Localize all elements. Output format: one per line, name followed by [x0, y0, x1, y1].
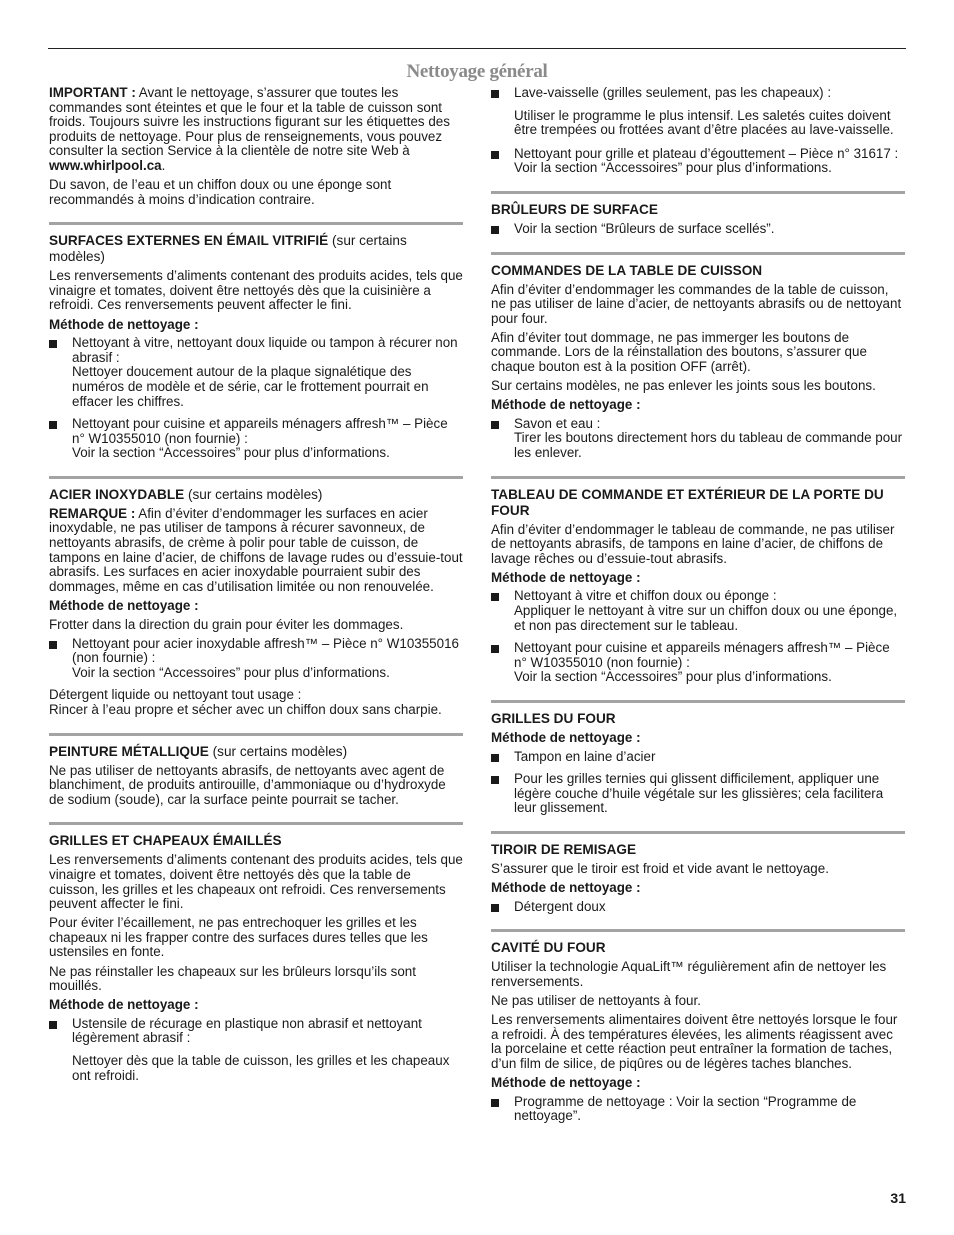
section-title: PEINTURE MÉTALLIQUE (sur certains modèles): [49, 743, 348, 759]
section-enamel-surfaces: [49, 222, 463, 461]
paragraph: Ne pas utiliser de nettoyants à four.: [491, 992, 701, 1008]
paragraph: Afin d’éviter tout dommage, ne pas immerger les boutons de commande. Lors de la réinstallation des boutons, s’assurer que chaque bouton est à la position OFF (arrêt).: [491, 329, 867, 375]
list-item: Ustensile de récurage en plastique non abrasif et nettoyant légèrement abrasif :: [49, 1017, 463, 1046]
important-note: [49, 86, 463, 174]
top-rule: [48, 48, 906, 49]
method-label: Méthode de nettoyage :: [491, 880, 641, 896]
list-item: Voir la section “Brûleurs de surface scellés”.: [491, 222, 905, 237]
paragraph: Les renversements alimentaires doivent être nettoyés lorsque le four a refroidi. À des températures élevées, les aliments réagissent avec la porcelaine et cette réaction peut entraîner la formation de taches, d’un film de silice, de piqûres ou de légères taches blanches.: [491, 1012, 898, 1071]
section-surface-burners: [491, 191, 905, 237]
list-item: Nettoyant à vitre et chiffon doux ou éponge : Appliquer le nettoyant à vitre sur un chiffon doux ou une éponge, et non pas directement sur le tableau.: [491, 589, 905, 633]
important-text: Avant le nettoyage, s’assurer que toutes les commandes sont éteintes et que le four et la table de cuisson sont froids. Toujours suivre les instructions figurant sur les étiquettes des produits de nettoyage. Pour plus de renseignements, vous pouvez consulter la section Service à la clientèle de notre site Web à: [49, 85, 450, 159]
section-storage-drawer: [491, 831, 905, 914]
paragraph: Les renversements d’aliments contenant des produits acides, tels que vinaigre et tomates, doivent être nettoyés dès que la cuisinière a refroidi. Ces renversements peuvent affecter le fini.: [49, 268, 463, 313]
list-item: Nettoyant pour cuisine et appareils ménagers affresh™ – Pièce n° W10355010 (non fournie) : Voir la section “Accessoires” pour plus d’informations.: [491, 641, 905, 685]
paragraph: Frotter dans la direction du grain pour éviter les dommages.: [49, 616, 404, 632]
method-label: Méthode de nettoyage :: [491, 730, 641, 746]
section-title: ACIER INOXYDABLE (sur certains modèles): [49, 486, 323, 502]
list-item: Nettoyant pour cuisine et appareils ménagers affresh™ – Pièce n° W10355010 (non fournie) : Voir la section “Accessoires” pour plus d’informations.: [49, 417, 463, 461]
paragraph: Ne pas utiliser de nettoyants abrasifs, de nettoyants avec agent de blanchiment, de produits antirouille, d’ammoniaque ou d’hydroxyde de sodium (soude), car la surface peinte pourrait se tacher.: [49, 762, 446, 807]
section-title: CAVITÉ DU FOUR: [491, 940, 606, 956]
remark: REMARQUE : Afin d’éviter d’endommager les surfaces en acier inoxydable, ne pas utiliser de tampons à récurer savonneux, de nettoyants abrasifs, de crème à polir pour table de cuisson, de tampons en laine d’acier, de chiffons de lavage rudes ou d’essuie-tout abrasifs. Les surfaces en acier inoxydable pourraient subir des dommages, même en cas d’utilisation limitée ou non renouvelée.: [49, 505, 463, 594]
section-title: TIROIR DE REMISAGE: [491, 842, 637, 857]
section-title: COMMANDES DE LA TABLE DE CUISSON: [491, 262, 763, 278]
section-cooktop-controls: [491, 252, 905, 461]
important-period: .: [161, 157, 166, 173]
paragraph: Les renversements d’aliments contenant des produits acides, tels que vinaigre et tomates, doivent être nettoyés dès que la table de cuisson, les grilles et les chapeaux ont refroidi. Ces renversements peuvent affecter le fini.: [49, 852, 463, 912]
method-label: Méthode de nettoyage :: [491, 397, 641, 413]
list-item: Pour les grilles ternies qui glissent difficilement, appliquer une légère couche d’huile végétale sur les glissières; cela facilitera leur glissement.: [491, 772, 905, 816]
section-title: SURFACES EXTERNES EN ÉMAIL VITRIFIÉ (sur certains modèles): [49, 233, 407, 265]
paragraph: Afin d’éviter d’endommager le tableau de commande, ne pas utiliser de nettoyants abrasifs, de tampons en laine d’acier, de chiffons de lavage rêches ou d’essuie-tout abrasifs.: [491, 521, 895, 566]
section-metallic-paint: [49, 733, 463, 808]
method-label: Méthode de nettoyage :: [491, 1074, 641, 1090]
paragraph: Pour éviter l’écaillement, ne pas entrechoquer les grilles et les chapeaux ni les frapper contre des surfaces dures telles que les ustensiles en fonte.: [49, 915, 428, 960]
soap-note: Du savon, de l’eau et un chiffon doux ou une éponge sont recommandés à moins d’indication contraire.: [49, 177, 392, 207]
paragraph: Utiliser la technologie AquaLift™ régulièrement afin de nettoyer les renversements.: [491, 959, 887, 989]
section-title: TABLEAU DE COMMANDE ET EXTÉRIEUR DE LA PORTE DU FOUR: [491, 486, 884, 518]
paragraph: Afin d’éviter d’endommager les commandes de la table de cuisson, ne pas utiliser de laine d’acier, de nettoyants abrasifs ou de nettoyant pour four.: [491, 281, 902, 326]
section-oven-racks: [491, 700, 905, 816]
important-label: IMPORTANT :: [49, 85, 136, 100]
paragraph: Ne pas réinstaller les chapeaux sur les brûleurs lorsqu’ils sont mouillés.: [49, 963, 416, 994]
page-number: 31: [890, 1190, 906, 1206]
right-column: [491, 86, 905, 1132]
section-enamel-grates: [49, 822, 463, 1083]
section-stainless-steel: [49, 476, 463, 718]
list-item: Programme de nettoyage : Voir la section “Programme de nettoyage”.: [491, 1095, 905, 1124]
paragraph: Détergent liquide ou nettoyant tout usage : Rincer à l’eau propre et sécher avec un chiffon doux sans charpie.: [49, 687, 442, 717]
method-label: Méthode de nettoyage :: [49, 997, 199, 1013]
method-label: Méthode de nettoyage :: [491, 569, 641, 585]
list-item: Nettoyant pour acier inoxydable affresh™ – Pièce n° W10355016 (non fournie) : Voir la section “Accessoires” pour plus d’informations.: [49, 637, 463, 681]
list-item: Nettoyant pour grille et plateau d’égouttement – Pièce n° 31617 : Voir la section “Accessoires” pour plus d’informations.: [491, 147, 905, 176]
list-item: Lave-vaisselle (grilles seulement, pas les chapeaux) :: [491, 86, 905, 101]
page-title: Nettoyage général: [406, 61, 548, 82]
list-item: Savon et eau : Tirer les boutons directement hors du tableau de commande pour les enlever.: [491, 417, 905, 461]
paragraph: S’assurer que le tiroir est froid et vide avant le nettoyage.: [491, 861, 829, 876]
website-link[interactable]: www.whirlpool.ca: [49, 157, 162, 173]
section-control-panel: [491, 476, 905, 685]
left-column: [49, 86, 463, 1088]
paragraph: Utiliser le programme le plus intensif. Les saletés cuites doivent être trempées ou frottées avant d’être placées au lave-vaisselle.: [514, 107, 894, 138]
paragraph: Sur certains modèles, ne pas enlever les joints sous les boutons.: [491, 378, 876, 394]
paragraph: Nettoyer dès que la table de cuisson, les grilles et les chapeaux ont refroidi.: [72, 1053, 450, 1083]
section-title: GRILLES ET CHAPEAUX ÉMAILLÉS: [49, 833, 282, 849]
list-item: Nettoyant à vitre, nettoyant doux liquide ou tampon à récurer non abrasif : Nettoyer doucement autour de la plaque signalétique des numéros de modèle et de série, car le frottement pourrait en effacer les chiffres.: [49, 336, 463, 409]
section-title: BRÛLEURS DE SURFACE: [491, 201, 658, 217]
list-item: Détergent doux: [491, 900, 905, 915]
section-title: GRILLES DU FOUR: [491, 711, 616, 727]
method-label: Méthode de nettoyage :: [49, 316, 199, 332]
list-item: Tampon en laine d’acier: [491, 750, 905, 765]
method-label: Méthode de nettoyage :: [49, 597, 199, 613]
section-oven-cavity: [491, 929, 905, 1123]
